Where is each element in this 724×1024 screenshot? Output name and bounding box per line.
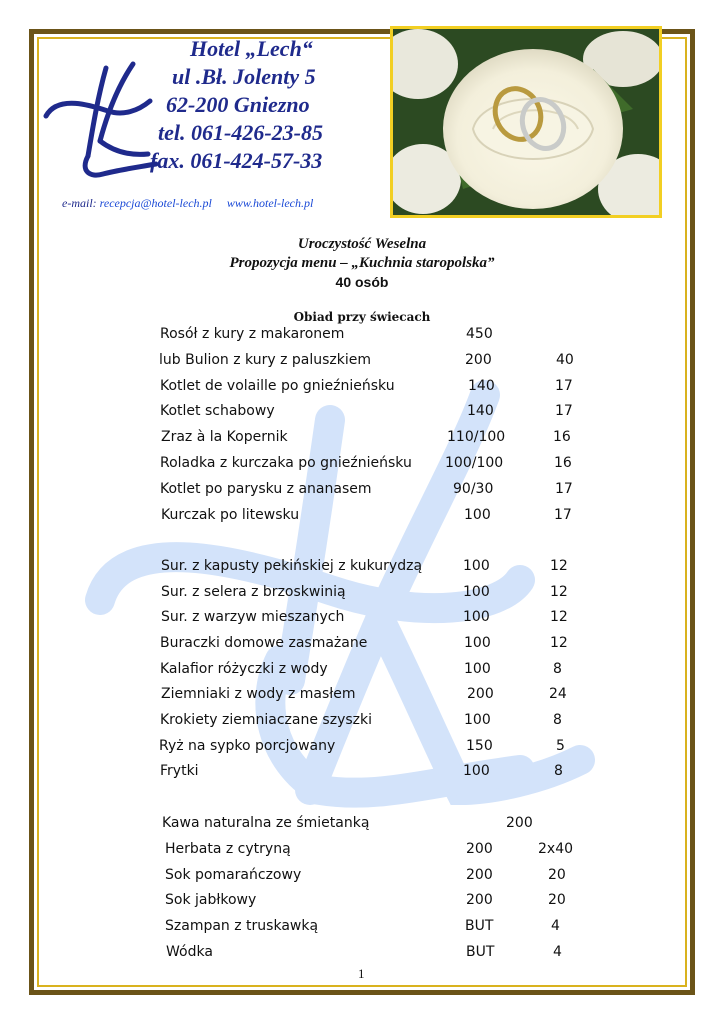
event-title: Uroczystość Weselna <box>297 236 427 252</box>
drink-item-qty: 20 <box>548 867 566 883</box>
drink-item-portion: 200 <box>466 841 493 857</box>
menu-item-portion: 200 <box>465 352 492 368</box>
drink-item-name: Wódka <box>166 944 213 960</box>
menu-item-name: Kotlet po parysku z ananasem <box>160 481 372 497</box>
hotel-name: Hotel „Lech“ <box>190 36 313 61</box>
drink-item-portion: 200 <box>466 892 493 908</box>
email-label: e-mail: <box>62 196 97 210</box>
side-item-name: Krokiety ziemniaczane szyszki <box>160 712 372 728</box>
side-item-qty: 12 <box>550 558 568 574</box>
menu-item-name: Kotlet de volaille po gnieźnieńsku <box>160 378 395 394</box>
guest-count: 40 osób <box>335 274 389 290</box>
dinner-section-title: Obiad przy świecach <box>293 310 431 324</box>
drink-item-name: Sok jabłkowy <box>165 892 257 908</box>
menu-item-name: Kurczak po litewsku <box>161 507 300 523</box>
drink-item-qty: 4 <box>553 944 562 960</box>
menu-item-portion: 90/30 <box>453 481 494 497</box>
side-item-portion: 100 <box>463 609 490 625</box>
drink-item-name: Herbata z cytryną <box>165 841 291 857</box>
menu-item-name: Rosół z kury z makaronem <box>160 326 345 342</box>
hotel-city: 62-200 Gniezno <box>166 92 310 117</box>
menu-item-portion: 140 <box>468 378 495 394</box>
drink-item-name: Szampan z truskawką <box>165 918 319 934</box>
hotel-address: ul .Bł. Jolenty 5 <box>172 64 316 89</box>
drink-item-qty: 4 <box>551 918 560 934</box>
side-item-portion: 100 <box>463 584 490 600</box>
side-item-name: Ryż na sypko porcjowany <box>159 738 336 754</box>
drink-item-name: Sok pomarańczowy <box>165 867 302 883</box>
drink-item-portion: 200 <box>506 815 533 831</box>
drink-item-name: Kawa naturalna ze śmietanką <box>162 815 370 831</box>
menu-item-qty: 17 <box>555 481 573 497</box>
side-item-portion: 100 <box>464 635 491 651</box>
hotel-fax: fax. 061-424-57-33 <box>150 148 323 173</box>
side-item-name: Buraczki domowe zasmażane <box>160 635 368 651</box>
side-item-name: Ziemniaki z wody z masłem <box>161 686 356 702</box>
drink-item-portion: BUT <box>465 918 494 934</box>
menu-item-qty: 40 <box>556 352 574 368</box>
hotel-phone: tel. 061-426-23-85 <box>158 120 323 145</box>
menu-item-name: Kotlet schabowy <box>160 403 275 419</box>
side-item-qty: 5 <box>556 738 565 754</box>
drink-item-portion: BUT <box>466 944 495 960</box>
menu-item-qty: 17 <box>555 403 573 419</box>
drink-item-qty: 2x40 <box>538 841 574 857</box>
side-item-qty: 8 <box>553 712 562 728</box>
side-item-portion: 200 <box>467 686 494 702</box>
menu-item-portion: 450 <box>466 326 493 342</box>
side-item-name: Sur. z warzyw mieszanych <box>161 609 345 625</box>
side-item-portion: 100 <box>463 763 490 779</box>
menu-item-portion: 100 <box>464 507 491 523</box>
side-item-qty: 12 <box>550 635 568 651</box>
side-item-name: Sur. z kapusty pekińskiej z kukurydzą <box>161 558 423 574</box>
drink-item-qty: 20 <box>548 892 566 908</box>
hl-logo <box>38 56 168 186</box>
drink-item-portion: 200 <box>466 867 493 883</box>
email-link[interactable]: recepcja@hotel-lech.pl <box>99 196 212 210</box>
menu-title: Propozycja menu – „Kuchnia staropolska” <box>229 255 495 271</box>
side-item-qty: 8 <box>553 661 562 677</box>
side-item-portion: 100 <box>464 661 491 677</box>
side-item-qty: 12 <box>550 609 568 625</box>
menu-item-qty: 17 <box>554 507 572 523</box>
menu-item-qty: 17 <box>555 378 573 394</box>
menu-item-portion: 110/100 <box>447 429 506 445</box>
side-item-portion: 150 <box>466 738 493 754</box>
page-number: 1 <box>358 966 365 981</box>
side-item-name: Sur. z selera z brzoskwinią <box>161 584 346 600</box>
side-item-portion: 100 <box>463 558 490 574</box>
website-link[interactable]: www.hotel-lech.pl <box>226 196 314 210</box>
side-item-name: Kalafior różyczki z wody <box>160 661 328 677</box>
contact-line <box>62 196 313 211</box>
menu-item-name: lub Bulion z kury z paluszkiem <box>159 352 372 368</box>
side-item-portion: 100 <box>464 712 491 728</box>
menu-item-name: Roladka z kurczaka po gnieźnieńsku <box>160 455 412 471</box>
wedding-rings-photo <box>390 26 662 218</box>
side-item-name: Frytki <box>160 763 199 779</box>
menu-item-qty: 16 <box>554 455 572 471</box>
menu-item-portion: 140 <box>467 403 494 419</box>
menu-item-portion: 100/100 <box>445 455 504 471</box>
menu-item-qty: 16 <box>553 429 571 445</box>
side-item-qty: 24 <box>549 686 567 702</box>
side-item-qty: 8 <box>554 763 563 779</box>
side-item-qty: 12 <box>550 584 568 600</box>
menu-item-name: Zraz à la Kopernik <box>161 429 288 445</box>
